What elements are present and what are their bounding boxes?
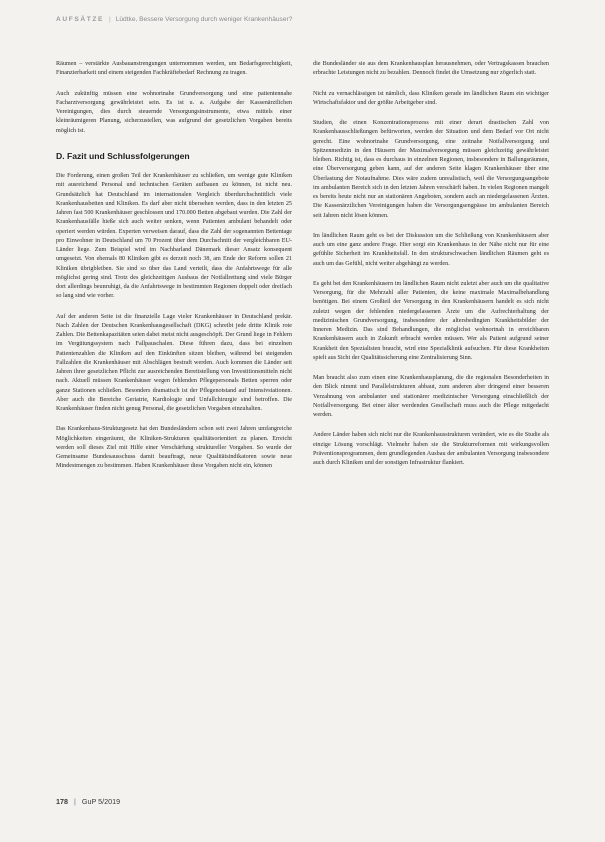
paragraph: Auch zukünftig müssen eine wohnortnahe Grundversorgung und eine patientennahe Facharztversorgung gewährleistet sein. Es ist u. a. Aufgabe der Kassenärztlichen Vereinigungen, dies durch steuernde Versorgungsinstrumente, etwa mittels einer kleinräumigeren Planung, sicherzustellen, was aufgrund der gesetzlichen Vorgaben bereits möglich ist. xyxy=(56,90,292,134)
paragraph: Studien, die einen Konzentrationsprozess mit einer derart drastischen Zahl von Krankenhausschließungen befürworten, werden der Situation und dem Bedarf vor Ort nicht gerecht. Eine wohnortnahe Grundversorgung, eine zeitnahe Notfallversorgung und Spitzenmedizin in den Häusern der Maximalversorgung müssen gleichzeitig gewährleistet bleiben. Richtig ist, dass es durchaus in einzelnen Regionen, insbesondere in Ballungsräumen, eine Überversorgung geben kann, auf der anderen Seite klagen Krankenhäuser über eine Überlastung der Notaufnahme. Dies wäre zudem unrealistisch, weil die Versorgungsangebote im ambulanten Bereich sich in den letzten Jahren verschärft haben. In vielen Regionen mangelt es bereits heute nicht nur an stationären Angeboten, sondern auch an niedergelassenen Ärzten. Die Kassenärztlichen Vereinigungen haben die Versorgungsengpässe im ambulanten Bereich seit Jahren nicht lösen können. xyxy=(313,120,549,219)
paragraph: Räumen – verstärkte Ausbauanstrengungen unternommen werden, um Bedarfsgerechtigkeit, Finanzierbarkeit und einem steigenden Fachkräftebedarf Rechnung zu tragen. xyxy=(56,61,292,77)
page-footer xyxy=(56,797,120,806)
paragraph: Das Krankenhaus-Strukturgesetz hat den Bundesländern schon seit zwei Jahren umfangreiche Möglichkeiten eingeräumt, die Kliniken-Strukturen qualitätsorientiert zu planen. Erreicht werden soll dieses Ziel mit Hilfe einer Verschärfung struktureller Vorgaben. So wurde der Gemeinsame Bundesausschuss damit beauftragt, neue Qualitätsindikatoren sowie neue Mindestmengen zu bestimmen. Haben Krankenhäuser diese Vorgaben nicht ein, können xyxy=(56,426,292,470)
paragraph: Nicht zu vernachlässigen ist nämlich, dass Kliniken gerade im ländlichen Raum ein wichtiger Wirtschaftsfaktor und der größte Arbeitgeber sind. xyxy=(313,90,549,106)
paragraph: Andere Länder haben sich nicht nur die Krankenhausstrukturen verändert, wie es die Studie als einzige Lösung vorschlägt. Vielmehr haben sie die Strukturreformen mit wirkungsvollen Präventionsprogrammen, dem grundlegenden Ausbau der ambulanten Versorgung insbesondere auch durch Kliniken und der sonstigen Infrastruktur flankiert. xyxy=(313,432,549,466)
journal-issue: GuP 5/2019 xyxy=(81,797,121,806)
paragraph: Es geht bei den Krankenhäusern im ländlichen Raum nicht zuletzt aber auch um die qualitative Versorgung, für die Mehrzahl aller Patienten, die keine maximale Maximalbehandlung benötigen. Bei einem Großteil der Versorgung in den Krankenhäusern handelt es sich nicht zuletzt wegen der fehlenden niedergelassenen Ärzte um die Aufrechterhaltung der medizinischen Grundversorgung, insbesondere der altersbedingten Krankheitsbilder der Inneren Medizin. Das sind Behandlungen, die möglichst wohnortnah in erreichbaren Krankenhäusern auch in Zukunft erbracht werden müssen. Wer als Patient aufgrund seiner Krankheit den Spezialisten braucht, wird eine Spezialklinik aufsuchen. Für diese Krankheiten spielt aus Sicht der Qualitätssicherung eine Zentralisierung Sinn. xyxy=(313,280,549,361)
running-header xyxy=(56,16,556,28)
page-number: 178 xyxy=(56,797,68,806)
right-column xyxy=(313,60,549,479)
footer-separator: | xyxy=(74,797,76,806)
section-heading: D. Fazit und Schlussfolgerungen xyxy=(56,150,190,161)
left-column xyxy=(56,60,292,483)
paragraph: die Bundesländer sie aus dem Krankenhausplan herausnehmen, oder Vertragskassen brauchen erbrachte Leistungen nicht zu bezahlen. Dennoch findet die Umsetzung nur zögerlich statt. xyxy=(313,61,549,77)
paragraph: Auf der anderen Seite ist die finanzielle Lage vieler Krankenhäuser in Deutschland prekär. Nach Zahlen der Deutschen Krankenhausgesellschaft (DKG) schreibt jede dritte Klinik rote Zahlen. Die Bettenkapazitäten seien dabei meist nicht ausgeschöpft. Der Grund liege in Fehlern im Vergütungssystem nach Fallpauschalen. Diese führen dazu, dass bei einzelnen Patientenzahlen die Kliniken auf den Einkünften sitzen bleiben, während bei steigenden Fallzahlen die Krankenhäuser mit Abschlägen bestraft werden. Auch kommen die Länder seit Jahren ihrer gesetzlichen Pflicht zur ausreichenden Bereitstellung von Investitionsmitteln nicht nach. Aktuell müssen Krankenhäuser wegen fehlenden Pflegepersonals Betten sperren oder ganze Stationen schließen. Besonders dramatisch ist der Pflegenotstand auf Intensivstationen. Aber auch die Bereiche Geriatrie, Kardiologie und Unfallchirurgie sind betroffen. Die Krankenhäuser finden nicht genug Personal, die gesetzlichen Vorgaben einzuhalten. xyxy=(56,313,292,412)
paragraph: Man braucht also zum einen eine Krankenhausplanung, die die regionalen Besonderheiten in den Blick nimmt und Parallelstrukturen abbaut, zum anderen aber dringend einer besseren Verzahnung von ambulanter und stationärer medizinischer Versorgung einschließlich der Notfallversorgung. Bei einer älter werdenden Gesellschaft muss auch die Pflege mitgedacht werden. xyxy=(313,375,549,418)
section-label: AUFSÄTZE xyxy=(56,16,104,23)
paragraph: Im ländlichen Raum geht es bei der Diskussion um die Schließung von Krankenhäusern aber auch um eine ganz andere Frage. Hier sorgt ein Krankenhaus in der Nähe nicht nur für eine gefühlte Sicherheit im Krankheitsfall. In den strukturschwachen ländlichen Räumen geht es auch um das Gefühl, nicht weiter abgehängt zu werden. xyxy=(313,232,549,267)
paragraph: Die Forderung, einen großen Teil der Krankenhäuser zu schließen, um wenige gute Kliniken mit ausreichend Personal und technischen Geräten aufbauen zu können, ist nicht neu. Grundsätzlich hat Deutschland im internationalen Vergleich überdurchschnittlich viele Krankenhausbetten und Kliniken. Es darf aber nicht übersehen werden, dass in den letzten 25 Jahren fast 500 Krankenhäuser geschlossen und 170.000 Betten abgebaut wurden. Die Zahl der Krankenhausfälle hieße sich auch weiter senken, wenn Patienten ambulant behandelt oder operiert werden würden. Experten verweisen darauf, dass die Zahl der sogenannten Bettentage pro Einwohner in Deutschland um 70 Prozent über dem Durchschnitt der vergleichbaren EU-Länder liege. Zum Beispiel wird im Nachbarland Dänemark dieser Ansatz konsequent umgesetzt. Von ehemals 80 Kliniken gibt es derzeit noch 38, am Ende der Reform sollen 21 Kliniken übrigbleiben. Sie sind so über das Land verteilt, dass die Anfahrtswege für alle möglichst gering sind. Trotz des gleichzeitigen Ausbaus der Notfallrettung sind viele Bürger dort allerdings beunruhigt, da die Anfahrtswege in bestimmten Regionen doppelt oder dreifach so lang sind wie vorher. xyxy=(56,173,292,300)
running-title: Lüdtke, Bessere Versorgung durch weniger Krankenhäuser? xyxy=(115,16,293,23)
header-separator: | xyxy=(108,16,111,23)
